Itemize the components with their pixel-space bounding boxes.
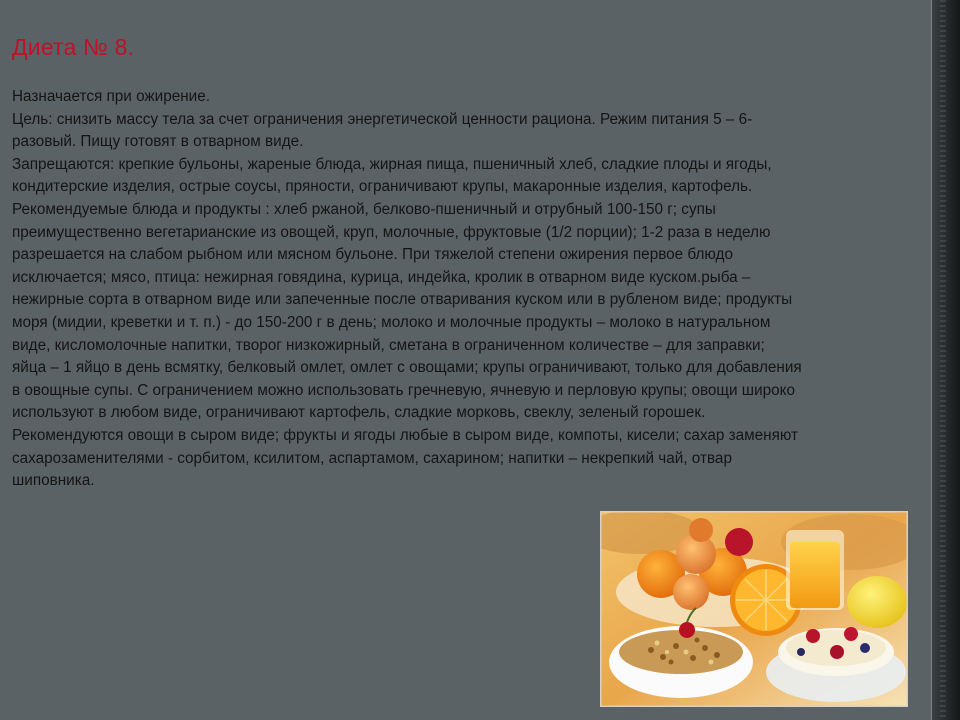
paragraph-recommended: Рекомендуемые блюда и продукты : хлеб ржаной, белково-пшеничный и отрубный 100-150 г; супы преимущественно вегетарианские из овощей, круп, молочные, фруктовые (1/2 порции); 1-2 раза в неделю разрешается на слабом рыбном или мясном бульоне. При тяжелой степени ожирения первое блюдо исключается; мясо, птица: нежирная говядина, курица, индейка, кролик в отварном виде куском.рыба – нежирные сорта в отварном виде или запеченные после отваривания куском или в рубленом виде; продукты моря (мидии, креветки и т. п.) - до 150-200 г в день; молоко и молочные продукты – молоко в натуральном виде, кисломолочные напитки, творог низкожирный, сметана в ограниченном количестве – для заправки; яйца – 1 яйцо в день всмятку, белковый омлет, омлет с овощами; крупы ограничивают, только для добавления в овощные супы. С ограничением можно использовать гречневую, ячневую и перловую крупы; овощи широко используют в любом виде, ограничивают картофель, сладкие морковь, свеклу, зеленый горошек. Рекомендуются овощи в сыром виде; фрукты и ягоды любые в сыром виде, компоты, кисели; сахар заменяют сахарозаменителями - сорбитом, ксилитом, аспартамом, сахарином; напитки – некрепкий чай, отвар шиповника.: [12, 200, 802, 490]
slide-body: [12, 86, 802, 493]
paragraph-forbidden: Запрещаются: крепкие бульоны, жареные блюда, жирная пища, пшеничный хлеб, сладкие плоды и ягоды, кондитерские изделия, острые соусы, пряности, ограничивают крупы, макаронные изделия, картофель.: [12, 155, 772, 196]
slide-title: Диета № 8.: [12, 34, 135, 60]
paragraph-indication: Назначается при ожирение.: [12, 88, 210, 105]
right-edge-strip: [931, 0, 960, 720]
food-illustration: [601, 512, 907, 706]
breakfast-food-photo: [600, 511, 908, 707]
paragraph-goal: Цель: снизить массу тела за счет ограничения энергетической ценности рациона. Режим питания 5 – 6-разовый. Пищу готовят в отварном виде.: [12, 110, 753, 151]
